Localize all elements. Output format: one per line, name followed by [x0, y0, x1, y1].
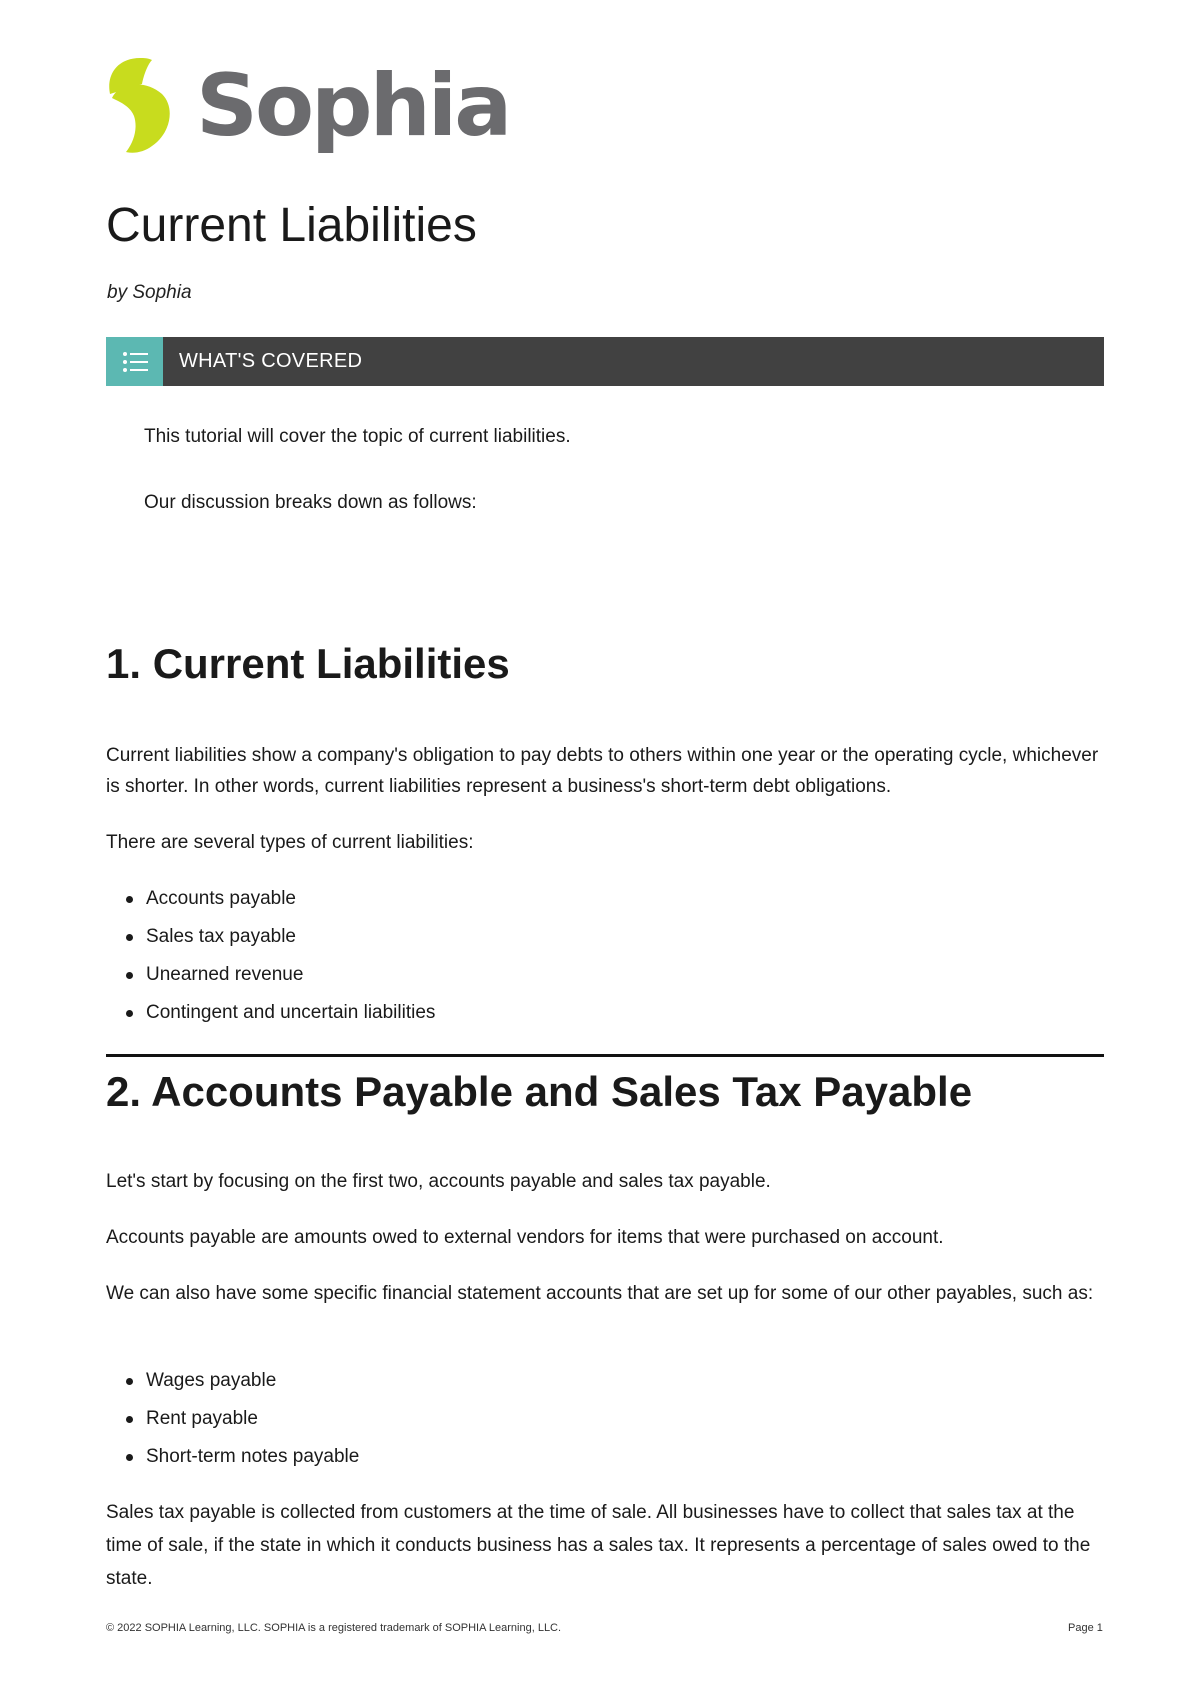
covered-intro: This tutorial will cover the topic of current liabilities. — [144, 426, 571, 447]
section-2-list — [106, 1362, 359, 1476]
whats-covered-title: WHAT'S COVERED — [179, 350, 363, 372]
section-2-heading: 2. Accounts Payable and Sales Tax Payable — [106, 1068, 973, 1115]
covered-breakdown: Our discussion breaks down as follows: — [144, 492, 477, 513]
list-item: Rent payable — [106, 1400, 359, 1438]
byline: by Sophia — [107, 282, 192, 303]
section-divider — [106, 1054, 1104, 1057]
list-item: Contingent and uncertain liabilities — [106, 994, 435, 1032]
sophia-logo-icon — [104, 54, 176, 158]
sophia-wordmark: Sophia — [196, 56, 510, 156]
section-1-heading: 1. Current Liabilities — [106, 640, 510, 687]
footer-page-number: Page 1 — [1068, 1622, 1103, 1634]
page-title: Current Liabilities — [106, 199, 477, 252]
section-1-paragraph-1: Current liabilities show a company's obligation to pay debts to others within one year or the operating cycle, whichever is shorter. In other words, current liabilities represent a business's short-term debt obligations. — [106, 745, 1099, 797]
list-item: Short-term notes payable — [106, 1438, 359, 1476]
sophia-logo — [104, 54, 509, 158]
section-2-paragraph-4: Sales tax payable is collected from customers at the time of sale. All businesses have to collect that sales tax at the time of sale, if the state in which it conducts business has a sales tax. It represents a percentage of sales owed to the state. — [106, 1502, 1091, 1589]
list-icon — [106, 337, 163, 386]
list-item: Sales tax payable — [106, 918, 435, 956]
section-1-paragraph-2: There are several types of current liabilities: — [106, 832, 474, 853]
whats-covered-bar — [106, 337, 1104, 386]
section-1-list — [106, 880, 435, 1032]
section-2-paragraph-2: Accounts payable are amounts owed to external vendors for items that were purchased on account. — [106, 1227, 944, 1248]
footer-copyright: © 2022 SOPHIA Learning, LLC. SOPHIA is a registered trademark of SOPHIA Learning, LLC. — [106, 1622, 562, 1634]
section-2-paragraph-1: Let's start by focusing on the first two, accounts payable and sales tax payable. — [106, 1171, 771, 1192]
list-item: Wages payable — [106, 1362, 359, 1400]
list-item: Unearned revenue — [106, 956, 435, 994]
section-2-paragraph-3: We can also have some specific financial statement accounts that are set up for some of our other payables, such as: — [106, 1283, 1094, 1304]
list-item: Accounts payable — [106, 880, 435, 918]
